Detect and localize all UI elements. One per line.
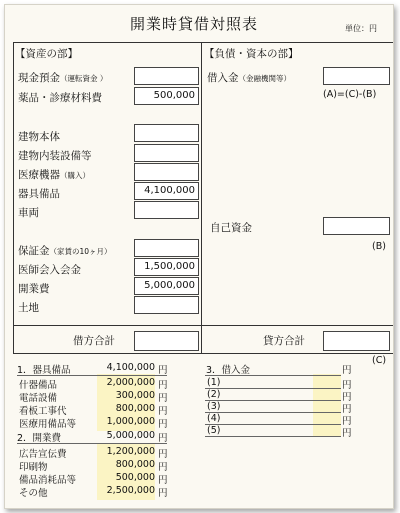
detail-label: 備品消耗品等 [19, 475, 77, 486]
yen-label: 円 [342, 404, 352, 415]
asset-label-land: 土地 [18, 302, 39, 314]
asset-value-medical-equipment[interactable] [134, 163, 199, 181]
credit-total-marker: (C) [372, 355, 387, 366]
asset-value-cash[interactable] [134, 67, 199, 85]
unit-label: 単位：円 [345, 24, 377, 33]
loan-item-underline [205, 412, 341, 413]
fixtures-underline [17, 375, 167, 376]
asset-label-fixtures: 器具備品 [18, 188, 60, 200]
loan-item-underline [205, 400, 341, 401]
yen-label: 円 [158, 380, 168, 391]
asset-label-vehicle: 車両 [18, 207, 39, 219]
yen-label: 円 [342, 416, 352, 427]
loan-item-label: (3) [207, 401, 221, 412]
asset-label-building: 建物本体 [18, 131, 60, 143]
yen-label: 円 [158, 433, 168, 444]
fixtures-section-title: 1．器具備品 [17, 365, 71, 376]
opening-cost-section-title: 2．開業費 [17, 433, 62, 444]
yen-label: 円 [158, 406, 168, 417]
asset-value-building[interactable] [134, 124, 199, 142]
detail-value: 2,000,000 [106, 377, 155, 388]
asset-value-deposit[interactable] [134, 239, 199, 257]
document-page [4, 4, 394, 509]
loan-value[interactable] [323, 67, 390, 85]
equity-marker: (B) [372, 241, 386, 252]
equity-label: 自己資金 [210, 222, 252, 234]
detail-label: 看板工事代 [19, 406, 67, 417]
yen-label: 円 [342, 392, 352, 403]
loan-item-underline [205, 424, 341, 425]
loans-highlight [313, 374, 341, 436]
detail-value: 800,000 [115, 403, 155, 414]
assets-heading: 【資産の部】 [15, 48, 78, 60]
loan-item-underline [205, 388, 341, 389]
detail-value: 300,000 [115, 390, 155, 401]
asset-label-cash: 現金預金（運転資金 ） [18, 72, 108, 84]
table-bottom-border [13, 353, 393, 354]
loan-item-label: (1) [207, 377, 221, 388]
page-title: 開業時貸借対照表 [130, 15, 259, 33]
yen-label: 円 [158, 462, 168, 473]
fixtures-section-total: 4,100,000 [106, 362, 155, 373]
table-top-border [13, 42, 393, 43]
yen-label: 円 [342, 428, 352, 439]
asset-value-land[interactable] [134, 296, 199, 314]
asset-label-deposit: 保証金（家賃の10ヶ月） [18, 245, 112, 257]
loans-underline [205, 375, 341, 376]
detail-label: 印刷物 [19, 462, 48, 473]
asset-value-interior[interactable] [134, 144, 199, 162]
opening-cost-section-total: 5,000,000 [106, 430, 155, 441]
yen-label: 円 [342, 380, 352, 391]
detail-value: 500,000 [115, 472, 155, 483]
loan-item-label: (5) [207, 425, 221, 436]
loan-item-label: (4) [207, 413, 221, 424]
debit-total-value[interactable] [134, 331, 199, 351]
detail-label: 電話設備 [19, 393, 58, 404]
credit-total-label: 貸方合計 [263, 335, 305, 347]
detail-label: その他 [19, 488, 48, 499]
center-divider [201, 42, 202, 353]
asset-value-medicine[interactable]: 500,000 [134, 87, 199, 105]
loan-formula: (A)=(C)-(B) [323, 89, 377, 100]
loans-section-title: 3．借入金 [206, 365, 251, 376]
asset-value-vehicle[interactable] [134, 201, 199, 219]
detail-label: 什器備品 [19, 380, 58, 391]
asset-label-medicine: 薬品・診療材料費 [18, 92, 102, 104]
detail-label: 医療用備品等 [19, 419, 77, 430]
liabilities-heading: 【負債・資本の部】 [204, 48, 299, 60]
asset-label-interior: 建物内装設備等 [18, 150, 92, 162]
detail-label: 広告宣伝費 [19, 449, 67, 460]
opening-cost-underline [17, 443, 167, 444]
yen-label: 円 [158, 393, 168, 404]
debit-total-label: 借方合計 [73, 335, 115, 347]
detail-value: 1,000,000 [106, 416, 155, 427]
yen-label: 円 [158, 488, 168, 499]
detail-value: 2,500,000 [106, 485, 155, 496]
asset-value-fixtures[interactable]: 4,100,000 [134, 182, 199, 200]
asset-label-medical-equipment: 医療機器（購入） [18, 169, 90, 181]
table-divider [13, 325, 393, 326]
equity-value[interactable] [323, 217, 390, 235]
asset-label-association-fee: 医師会入会金 [18, 264, 81, 276]
left-border [13, 42, 14, 353]
detail-value: 1,200,000 [106, 446, 155, 457]
asset-value-opening-cost[interactable]: 5,000,000 [134, 277, 199, 295]
credit-total-value[interactable] [323, 331, 390, 351]
loan-label: 借入金（金融機関等） [207, 72, 291, 84]
asset-label-opening-cost: 開業費 [18, 283, 50, 295]
loan-item-underline [205, 436, 341, 437]
yen-label: 円 [158, 475, 168, 486]
yen-label: 円 [158, 365, 168, 376]
yen-label: 円 [342, 365, 352, 376]
asset-value-association-fee[interactable]: 1,500,000 [134, 258, 199, 276]
yen-label: 円 [158, 419, 168, 430]
detail-value: 800,000 [115, 459, 155, 470]
yen-label: 円 [158, 449, 168, 460]
loan-item-label: (2) [207, 389, 221, 400]
